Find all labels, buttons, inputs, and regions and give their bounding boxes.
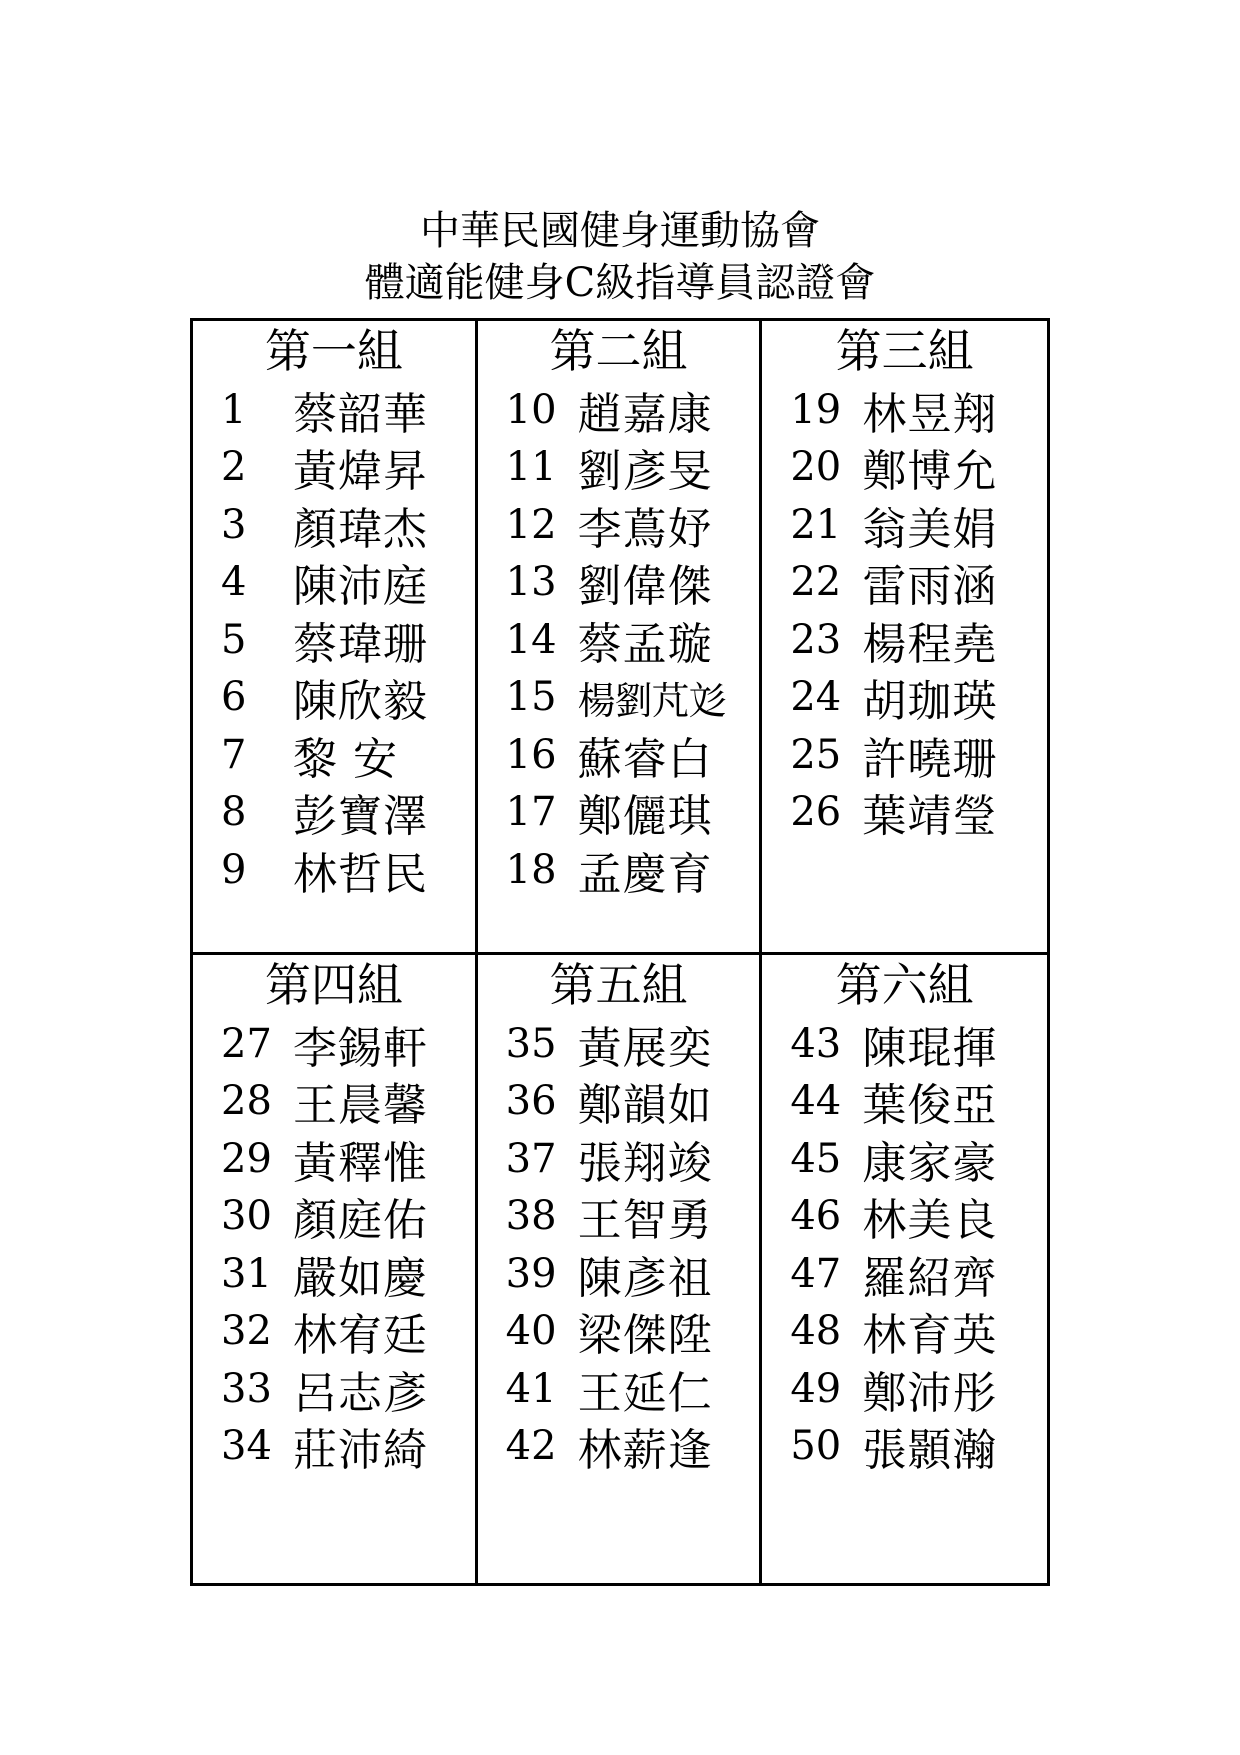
member-row [762,1073,1047,1131]
member-row [193,1130,475,1188]
member-number: 39 [505,1250,557,1297]
group-cell [762,955,1047,1583]
member-name: 趙嘉康 [577,388,713,440]
member-name: 蔡韶華 [293,388,428,440]
member-number: 18 [505,846,557,893]
member-number: 38 [505,1193,557,1240]
member-name: 黃釋惟 [293,1137,428,1189]
member-row [762,496,1047,554]
member-number: 35 [505,1020,557,1067]
member-name: 鄭儷琪 [577,791,713,843]
member-number: 25 [790,731,842,778]
member-name: 黃煒昇 [293,446,428,498]
member-number: 7 [221,731,247,778]
member-name: 黎 安 [293,733,398,785]
member-row [193,1360,475,1418]
member-number: 21 [790,501,842,548]
member-name: 李錫軒 [293,1022,428,1074]
member-number: 31 [221,1250,272,1297]
member-row [193,1245,475,1303]
member-row [478,841,760,899]
member-row [762,669,1047,727]
member-number: 8 [221,789,247,836]
member-row [762,554,1047,612]
member-number: 3 [221,501,247,548]
group-title: 第五組 [549,958,688,1012]
member-row [762,611,1047,669]
member-name: 陳沛庭 [293,561,428,613]
member-row [193,726,475,784]
member-row [762,1245,1047,1303]
member-name: 葉俊亞 [862,1080,998,1132]
member-name: 羅紹齊 [862,1252,998,1304]
member-name: 葉靖瑩 [862,791,998,843]
member-number: 4 [221,559,247,606]
member-row [478,1188,760,1246]
member-row [193,841,475,899]
member-row [762,1303,1047,1361]
member-number: 33 [221,1365,272,1412]
member-name: 林美良 [862,1195,998,1247]
member-row [762,1188,1047,1246]
member-number: 28 [221,1078,272,1125]
member-name: 黃展奕 [577,1022,713,1074]
member-number: 11 [505,444,557,491]
member-name: 林宥廷 [293,1310,428,1362]
member-list [193,1015,475,1475]
member-row [478,1360,760,1418]
member-number: 5 [221,616,247,663]
member-number: 9 [221,846,247,893]
group-cell [478,955,763,1583]
member-row [762,1130,1047,1188]
member-name: 蔡瑋珊 [293,618,428,670]
member-name: 莊沛綺 [293,1425,428,1477]
member-number: 37 [505,1135,557,1182]
member-name: 林育英 [862,1310,998,1362]
member-name: 王晨馨 [293,1080,428,1132]
member-number: 26 [790,789,842,836]
member-name: 呂志彥 [293,1367,428,1419]
group-title: 第六組 [835,958,974,1012]
member-number: 22 [790,559,842,606]
member-name: 蘇睿白 [577,733,713,785]
member-row [762,1360,1047,1418]
member-name: 楊程堯 [862,618,998,670]
member-row [193,1188,475,1246]
member-row [478,381,760,439]
member-row [478,496,760,554]
member-row [762,726,1047,784]
member-name: 顏瑋杰 [293,503,428,555]
member-row [478,669,760,727]
member-name: 蔡孟璇 [577,618,713,670]
member-row [193,1303,475,1361]
member-name: 鄭沛彤 [862,1367,998,1419]
member-number: 13 [505,559,557,606]
member-name: 李蔦妤 [577,503,713,555]
member-name: 劉彥旻 [577,446,713,498]
member-number: 6 [221,674,247,721]
member-number: 45 [790,1135,842,1182]
member-number: 17 [505,789,557,836]
member-row [478,1073,760,1131]
member-row [193,381,475,439]
member-row [193,1418,475,1476]
member-name: 王智勇 [577,1195,713,1247]
member-number: 14 [505,616,557,663]
member-name: 楊劉芃彣 [577,678,726,723]
member-name: 劉偉傑 [577,561,713,613]
member-list [762,381,1047,841]
member-row [478,439,760,497]
member-row [762,381,1047,439]
member-number: 12 [505,501,557,548]
member-name: 彭寶澤 [293,791,428,843]
member-number: 29 [221,1135,272,1182]
member-name: 張顥瀚 [862,1425,998,1477]
member-name: 許曉珊 [862,733,998,785]
member-number: 49 [790,1365,842,1412]
member-name: 張翔竣 [577,1137,713,1189]
member-number: 15 [505,674,557,721]
title-line-event: 體適能健身C級指導員認證會 [364,260,876,306]
member-number: 10 [505,386,557,433]
member-name: 嚴如慶 [293,1252,428,1304]
group-title: 第一組 [264,324,403,378]
member-number: 20 [790,444,842,491]
member-row [478,784,760,842]
member-number: 23 [790,616,842,663]
member-list [478,1015,760,1475]
title-line-association: 中華民國健身運動協會 [420,208,820,254]
member-row [762,1015,1047,1073]
member-row [193,496,475,554]
group-cell [193,321,478,955]
member-name: 雷雨涵 [862,561,998,613]
member-number: 30 [221,1193,272,1240]
member-number: 41 [505,1365,557,1412]
member-number: 2 [221,444,247,491]
member-number: 34 [221,1423,272,1470]
member-name: 陳彥祖 [577,1252,713,1304]
member-number: 43 [790,1020,842,1067]
member-name: 胡珈瑛 [862,676,998,728]
member-row [478,1303,760,1361]
member-name: 王延仁 [577,1367,713,1419]
member-name: 林薪逢 [577,1425,713,1477]
member-row [478,554,760,612]
member-row [193,611,475,669]
member-number: 42 [505,1423,557,1470]
member-row [478,1418,760,1476]
member-name: 康家豪 [862,1137,998,1189]
member-row [762,1418,1047,1476]
group-cell [478,321,763,955]
member-row [193,784,475,842]
member-row [478,611,760,669]
member-row [762,784,1047,842]
member-name: 翁美娟 [862,503,998,555]
member-list [193,381,475,899]
member-list [762,1015,1047,1475]
member-number: 40 [505,1308,557,1355]
member-row [193,1073,475,1131]
member-number: 19 [790,386,842,433]
member-number: 50 [790,1423,842,1470]
member-number: 44 [790,1078,842,1125]
document-title [0,205,1240,309]
member-name: 林哲民 [293,848,428,900]
member-row [762,439,1047,497]
member-row [193,554,475,612]
member-name: 梁傑陞 [577,1310,713,1362]
member-row [478,1015,760,1073]
member-name: 顏庭佑 [293,1195,428,1247]
member-name: 鄭博允 [862,446,998,498]
member-row [478,1245,760,1303]
member-name: 陳琨揮 [862,1022,998,1074]
member-number: 36 [505,1078,557,1125]
member-name: 鄭韻如 [577,1080,713,1132]
member-row [478,726,760,784]
member-list [478,381,760,899]
member-number: 24 [790,674,842,721]
member-number: 32 [221,1308,272,1355]
member-row [193,1015,475,1073]
member-name: 林昱翔 [862,388,998,440]
member-number: 27 [221,1020,272,1067]
member-row [193,439,475,497]
member-number: 48 [790,1308,842,1355]
member-number: 1 [221,386,247,433]
group-cell [762,321,1047,955]
member-number: 47 [790,1250,842,1297]
member-row [478,1130,760,1188]
member-name: 孟慶育 [577,848,713,900]
member-number: 46 [790,1193,842,1240]
group-title: 第三組 [835,324,974,378]
member-name: 陳欣毅 [293,676,428,728]
group-title: 第二組 [549,324,688,378]
group-table [190,318,1050,1586]
member-number: 16 [505,731,557,778]
group-cell [193,955,478,1583]
member-row [193,669,475,727]
group-title: 第四組 [264,958,403,1012]
